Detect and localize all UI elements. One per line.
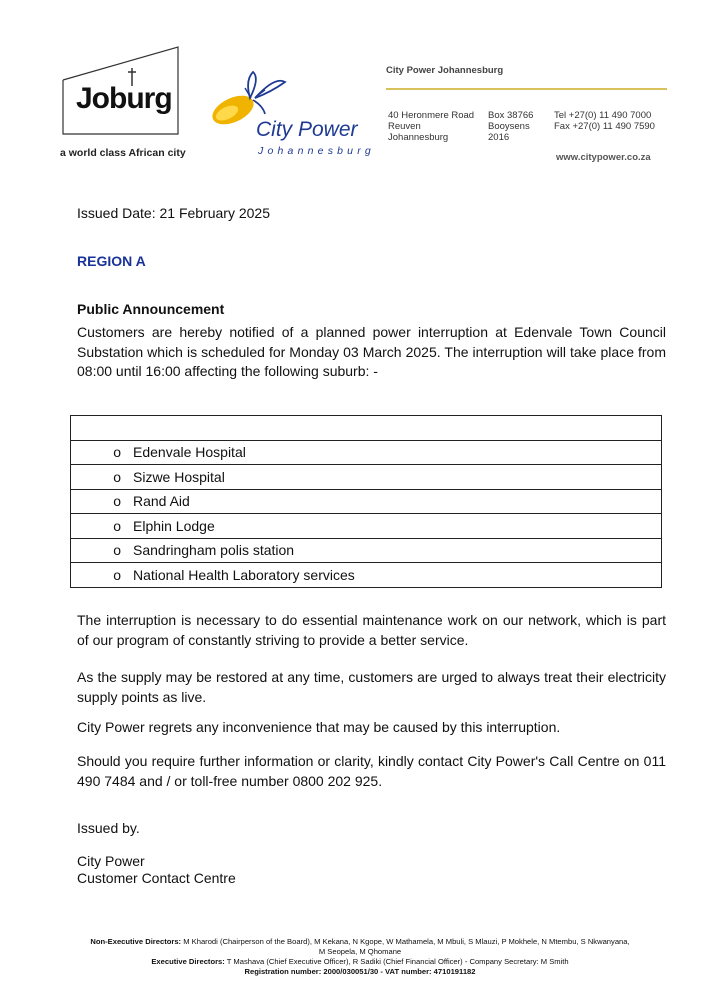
header-postal-box: Box 38766 Booysens 2016 <box>488 110 534 143</box>
contact-paragraph: Should you require further information or clarity, kindly contact City Power's Call Centre on 011 490 7484 and / or toll-free number 0800 202 925. <box>77 753 666 789</box>
footer-exec-names: T Mashava (Chief Executive Officer), R Sadiki (Chief Financial Officer) - Company Secretary: M Smith <box>226 957 569 966</box>
bullet-icon: o <box>113 468 121 485</box>
suburb-name: Sandringham polis station <box>133 542 295 559</box>
suburb-name: National Health Laboratory services <box>133 566 355 583</box>
table-row <box>71 465 662 490</box>
footer-non-exec-names-2: M Seopela, M Qhomane <box>318 947 402 956</box>
apology-paragraph: City Power regrets any inconvenience that may be caused by this interruption. <box>77 719 561 735</box>
issued-date: Issued Date: 21 February 2025 <box>77 205 271 221</box>
joburg-logo <box>62 46 178 134</box>
footer-non-exec-label: Non-Executive Directors: <box>90 937 182 946</box>
announcement-title: Public Announcement <box>77 301 225 317</box>
warning-paragraph: As the supply may be restored at any time, customers are urged to always treat their electricity supply points as live. <box>77 669 666 705</box>
bullet-icon: o <box>113 566 121 583</box>
table-row <box>71 489 662 514</box>
suburb-name: Edenvale Hospital <box>133 444 246 461</box>
affected-suburbs-table <box>70 415 662 588</box>
suburb-name: Elphin Lodge <box>133 517 215 534</box>
bullet-icon: o <box>113 542 121 559</box>
region-heading: REGION A <box>77 253 146 269</box>
footer-non-exec-directors <box>40 937 680 947</box>
table-header-row <box>71 416 662 441</box>
table-row <box>71 563 662 588</box>
header-divider <box>386 88 667 90</box>
footer-registration: Registration number: 2000/030051/30 - VAT number: 4710191182 <box>244 967 476 976</box>
table-row <box>71 514 662 539</box>
intro-paragraph: Customers are hereby notified of a planned power interruption at Edenvale Town Council Substation which is scheduled for Monday 03 March 2025. The interruption will take place from 08:00 until 16:00 affecting the following suburb: - <box>77 324 666 379</box>
signature-line-1: City Power <box>77 853 145 869</box>
header-address: 40 Heronmere Road Reuven Johannesburg <box>388 110 475 143</box>
footer-exec-directors <box>40 957 680 967</box>
footer-exec-label: Executive Directors: <box>151 957 225 966</box>
city-power-logo-name: City Power <box>256 118 358 141</box>
joburg-tagline: a world class African city <box>60 147 186 159</box>
header-contact-numbers: Tel +27(0) 11 490 7000 Fax +27(0) 11 490 7590 <box>554 110 655 132</box>
footer-non-exec-names: M Kharodi (Chairperson of the Board), M Kekana, N Kgope, W Mathamela, M Mbuli, S Mlauzi, P Mokhele, N Mtembu, S Nkwanyana, <box>183 937 630 946</box>
table-row <box>71 538 662 563</box>
suburb-name: Sizwe Hospital <box>133 468 225 485</box>
header-company: City Power Johannesburg <box>386 65 504 76</box>
suburb-name: Rand Aid <box>133 493 190 510</box>
bullet-icon: o <box>113 517 121 534</box>
signature-line-2: Customer Contact Centre <box>77 870 236 886</box>
bullet-icon: o <box>113 493 121 510</box>
header-website: www.citypower.co.za <box>556 152 651 163</box>
bullet-icon: o <box>113 444 121 461</box>
city-power-logo-sub: Johannesburg <box>258 145 375 157</box>
joburg-logo-text: Joburg <box>76 82 172 115</box>
issued-by: Issued by. <box>77 820 140 836</box>
table-row <box>71 440 662 465</box>
reason-paragraph: The interruption is necessary to do essential maintenance work on our network, which is part of our program of constantly striving to provide a better service. <box>77 612 666 648</box>
